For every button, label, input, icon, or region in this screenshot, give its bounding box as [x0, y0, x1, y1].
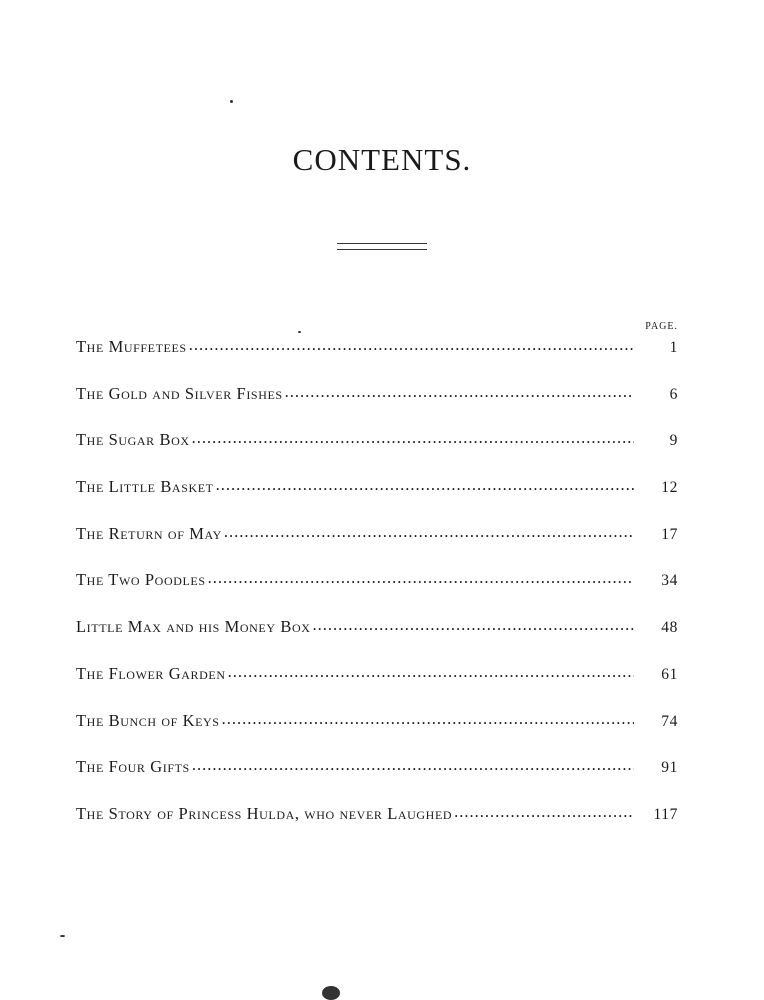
table-of-contents — [76, 337, 678, 851]
toc-entry — [76, 477, 678, 524]
dot-leader — [192, 755, 634, 775]
toc-entry — [76, 617, 678, 664]
ink-speck — [230, 100, 233, 103]
toc-entry-page: 48 — [661, 619, 678, 637]
toc-entry-title: The Little Basket — [76, 477, 214, 497]
toc-entry-title: Little Max and his Money Box — [76, 617, 311, 637]
toc-entry — [76, 804, 678, 851]
toc-entry-title: The Two Poodles — [76, 570, 206, 590]
toc-entry-title: The Four Gifts — [76, 757, 190, 777]
dot-leader — [228, 662, 634, 682]
dot-leader — [222, 709, 634, 729]
toc-entry-page: 117 — [653, 805, 678, 823]
toc-entry-title: The Story of Princess Hulda, who never Laughed — [76, 803, 453, 823]
page-column-header: PAGE. — [645, 321, 678, 332]
toc-entry-page: 91 — [661, 759, 678, 777]
toc-entry-page: 6 — [669, 385, 678, 403]
toc-entry-page: 74 — [661, 712, 678, 730]
toc-entry-page: 9 — [669, 432, 678, 450]
toc-entry — [76, 337, 678, 384]
ink-speck — [60, 935, 65, 937]
dot-leader — [216, 475, 634, 495]
ink-speck — [322, 986, 340, 1000]
toc-entry — [76, 757, 678, 804]
toc-entry-title: The Return of May — [76, 523, 222, 543]
double-rule-divider — [337, 243, 427, 250]
toc-entry-title: The Bunch of Keys — [76, 710, 220, 730]
toc-entry — [76, 664, 678, 711]
toc-entry — [76, 524, 678, 571]
dot-leader — [224, 522, 634, 542]
toc-entry-title: The Muffetees — [76, 337, 187, 356]
dot-leader — [454, 802, 634, 822]
toc-entry-title: The Flower Garden — [76, 663, 226, 683]
toc-entry-title: The Sugar Box — [76, 430, 190, 450]
dot-leader — [285, 382, 634, 402]
ink-speck — [298, 331, 301, 333]
dot-leader — [208, 568, 634, 588]
toc-entry — [76, 570, 678, 617]
toc-entry-page: 12 — [661, 479, 678, 497]
dot-leader — [189, 335, 634, 355]
toc-entry-page: 61 — [661, 665, 678, 683]
toc-entry-page: 17 — [661, 525, 678, 543]
dot-leader — [192, 428, 634, 448]
toc-entry-page: 1 — [669, 339, 678, 356]
toc-entry — [76, 711, 678, 758]
toc-entry — [76, 384, 678, 431]
toc-entry-page: 34 — [661, 572, 678, 590]
toc-entry-title: The Gold and Silver Fishes — [76, 383, 283, 403]
dot-leader — [313, 615, 635, 635]
toc-entry — [76, 430, 678, 477]
page-title: CONTENTS. — [292, 142, 472, 177]
